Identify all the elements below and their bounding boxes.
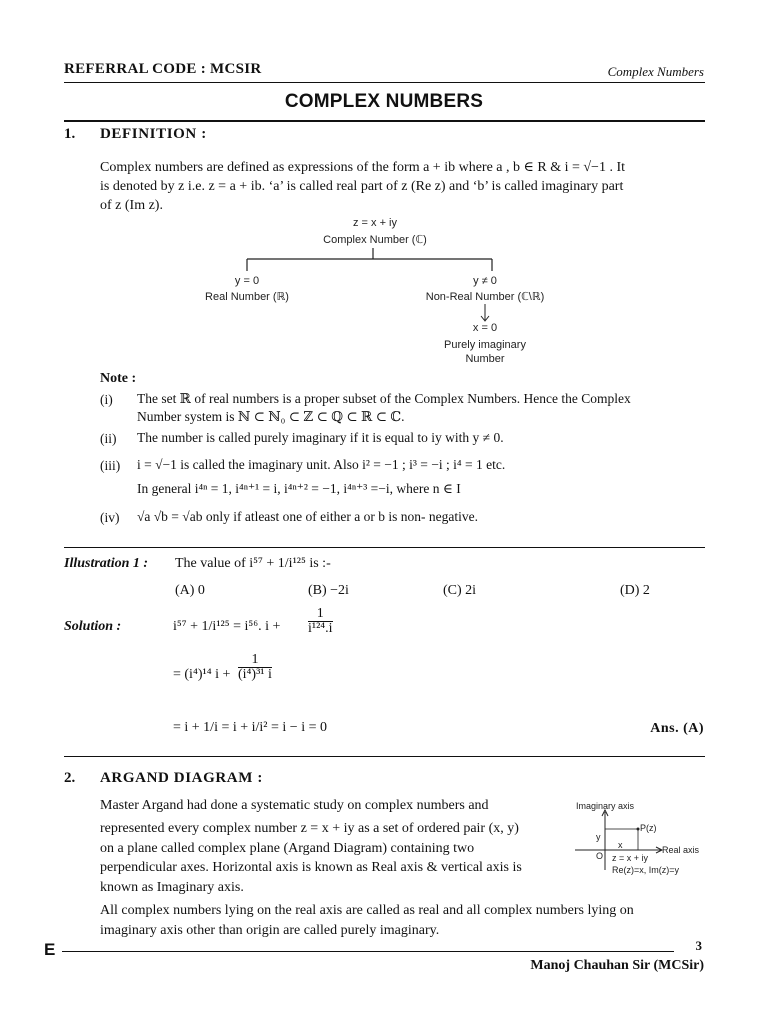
section-1-number: 1.	[64, 126, 76, 142]
argand-origin-label: O	[596, 851, 604, 861]
fraction-denominator: (i⁴)³¹ i	[238, 667, 272, 682]
solution-label: Solution :	[64, 619, 122, 634]
page-title: COMPLEX NUMBERS	[284, 91, 484, 112]
answer: Ans. (A)	[650, 721, 704, 736]
tree-bottom-eq: x = 0	[472, 322, 498, 334]
footer-rule	[62, 951, 674, 952]
note-item-2-line-1: The number is called purely imaginary if it is equal to iy with y ≠ 0.	[137, 430, 504, 445]
argand-para-2-line-1: All complex numbers lying on the real axis are called as real and all complex numbers lying on	[100, 903, 634, 918]
argand-line-3: on a plane called complex plane (Argand Diagram) containing two	[100, 841, 475, 856]
tree-down-arrow	[478, 304, 492, 324]
solution-step-1: i⁵⁷ + 1/i¹²⁵ = i⁵⁶. i +	[173, 619, 281, 634]
argand-para-2-line-2: imaginary axis other than origin are called purely imaginary.	[100, 923, 440, 938]
note-item-1-line-2: Number system is ℕ ⊂ ℕ₀ ⊂ ℤ ⊂ ℚ ⊂ ℝ ⊂ ℂ.	[137, 409, 405, 424]
note-item-number: (iv)	[100, 510, 120, 525]
tree-bottom-label-2: Number	[465, 353, 505, 365]
title-rule	[64, 120, 705, 122]
solution-step-3: = i + 1/i = i + i/i² = i − i = 0	[173, 720, 327, 735]
solution-step-1-fraction	[308, 607, 333, 636]
fraction-numerator: 1	[308, 607, 333, 622]
argand-real-axis-label: Real axis	[662, 845, 700, 855]
illustration-label: Illustration 1 :	[64, 556, 149, 571]
note-item-3-line-2: In general i⁴ⁿ = 1, i⁴ⁿ⁺¹ = i, i⁴ⁿ⁺² = −1, i⁴ⁿ⁺³ =−i, where n ∈ I	[137, 481, 461, 496]
referral-code: REFERRAL CODE : MCSIR	[64, 61, 262, 77]
argand-line-5: known as Imaginary axis.	[100, 880, 244, 895]
note-item-4-line-1: √a √b = √ab only if atleast one of either a or b is non- negative.	[137, 509, 478, 524]
argand-re-im: Re(z)=x, Im(z)=y	[612, 865, 680, 875]
argand-line-2: represented every complex number z = x + iy as a set of ordered pair (x, y)	[100, 821, 519, 836]
fraction-numerator: 1	[238, 653, 272, 668]
definition-line-2: is denoted by z i.e. z = a + ib. ‘a’ is called real part of z (Re z) and ‘b’ is called imaginary part	[100, 179, 624, 194]
tree-root-label: Complex Number (ℂ)	[323, 234, 427, 246]
argand-x-label: x	[618, 840, 623, 850]
solution-step-2-fraction	[238, 653, 272, 682]
note-item-number: (ii)	[100, 431, 117, 446]
section-2-number: 2.	[64, 770, 76, 786]
option-c: (C) 2i	[443, 583, 477, 598]
argand-imaginary-axis-label: Imaginary axis	[576, 801, 635, 811]
note-item-number: (i)	[100, 392, 113, 407]
section-2-top-rule	[64, 756, 705, 757]
page-number: 3	[695, 938, 702, 953]
note-item-number: (iii)	[100, 458, 121, 473]
tree-left-eq: y = 0	[234, 275, 260, 287]
tree-right-eq: y ≠ 0	[473, 275, 497, 287]
tree-bottom-label-1: Purely imaginary	[444, 339, 526, 351]
argand-line-1: Master Argand had done a systematic study on complex numbers and	[100, 798, 489, 813]
note-item-3-line-1: i = √−1 is called the imaginary unit. Also i² = −1 ; i³ = −i ; i⁴ = 1 etc.	[137, 457, 506, 472]
running-title: Complex Numbers	[607, 64, 704, 79]
option-a: (A) 0	[175, 583, 205, 598]
illustration-top-rule	[64, 547, 705, 548]
definition-line-3: of z (Im z).	[100, 198, 163, 213]
option-d: (D) 2	[620, 583, 650, 598]
argand-equation: z = x + iy	[612, 853, 649, 863]
tree-left-label: Real Number (ℝ)	[205, 291, 289, 303]
tree-right-label: Non-Real Number (ℂ\ℝ)	[425, 291, 545, 303]
illustration-question: The value of i⁵⁷ + 1/i¹²⁵ is :-	[175, 556, 331, 571]
footer-letter: E	[44, 940, 56, 959]
section-1-title: DEFINITION :	[100, 126, 207, 142]
section-2-title: ARGAND DIAGRAM :	[100, 770, 263, 786]
tree-root-eq: z = x + iy	[352, 217, 398, 229]
footer-author: Manoj Chauhan Sir (MCSir)	[530, 958, 704, 973]
fraction-denominator: i¹²⁴.i	[308, 621, 333, 636]
note-heading: Note :	[100, 371, 137, 386]
solution-step-2: = (i⁴)¹⁴ i +	[173, 667, 231, 682]
note-item-1-line-1: The set ℝ of real numbers is a proper subset of the Complex Numbers. Hence the Complex	[137, 391, 631, 406]
argand-y-label: y	[596, 832, 601, 842]
argand-point-label: P(z)	[640, 823, 657, 833]
definition-line-1: Complex numbers are defined as expressions of the form a + ib where a , b ∈ R & i = √−1 . It	[100, 160, 625, 175]
option-b: (B) −2i	[308, 583, 349, 598]
argand-line-4: perpendicular axes. Horizontal axis is known as Real axis & vertical axis is	[100, 860, 522, 875]
header-rule	[64, 82, 705, 83]
